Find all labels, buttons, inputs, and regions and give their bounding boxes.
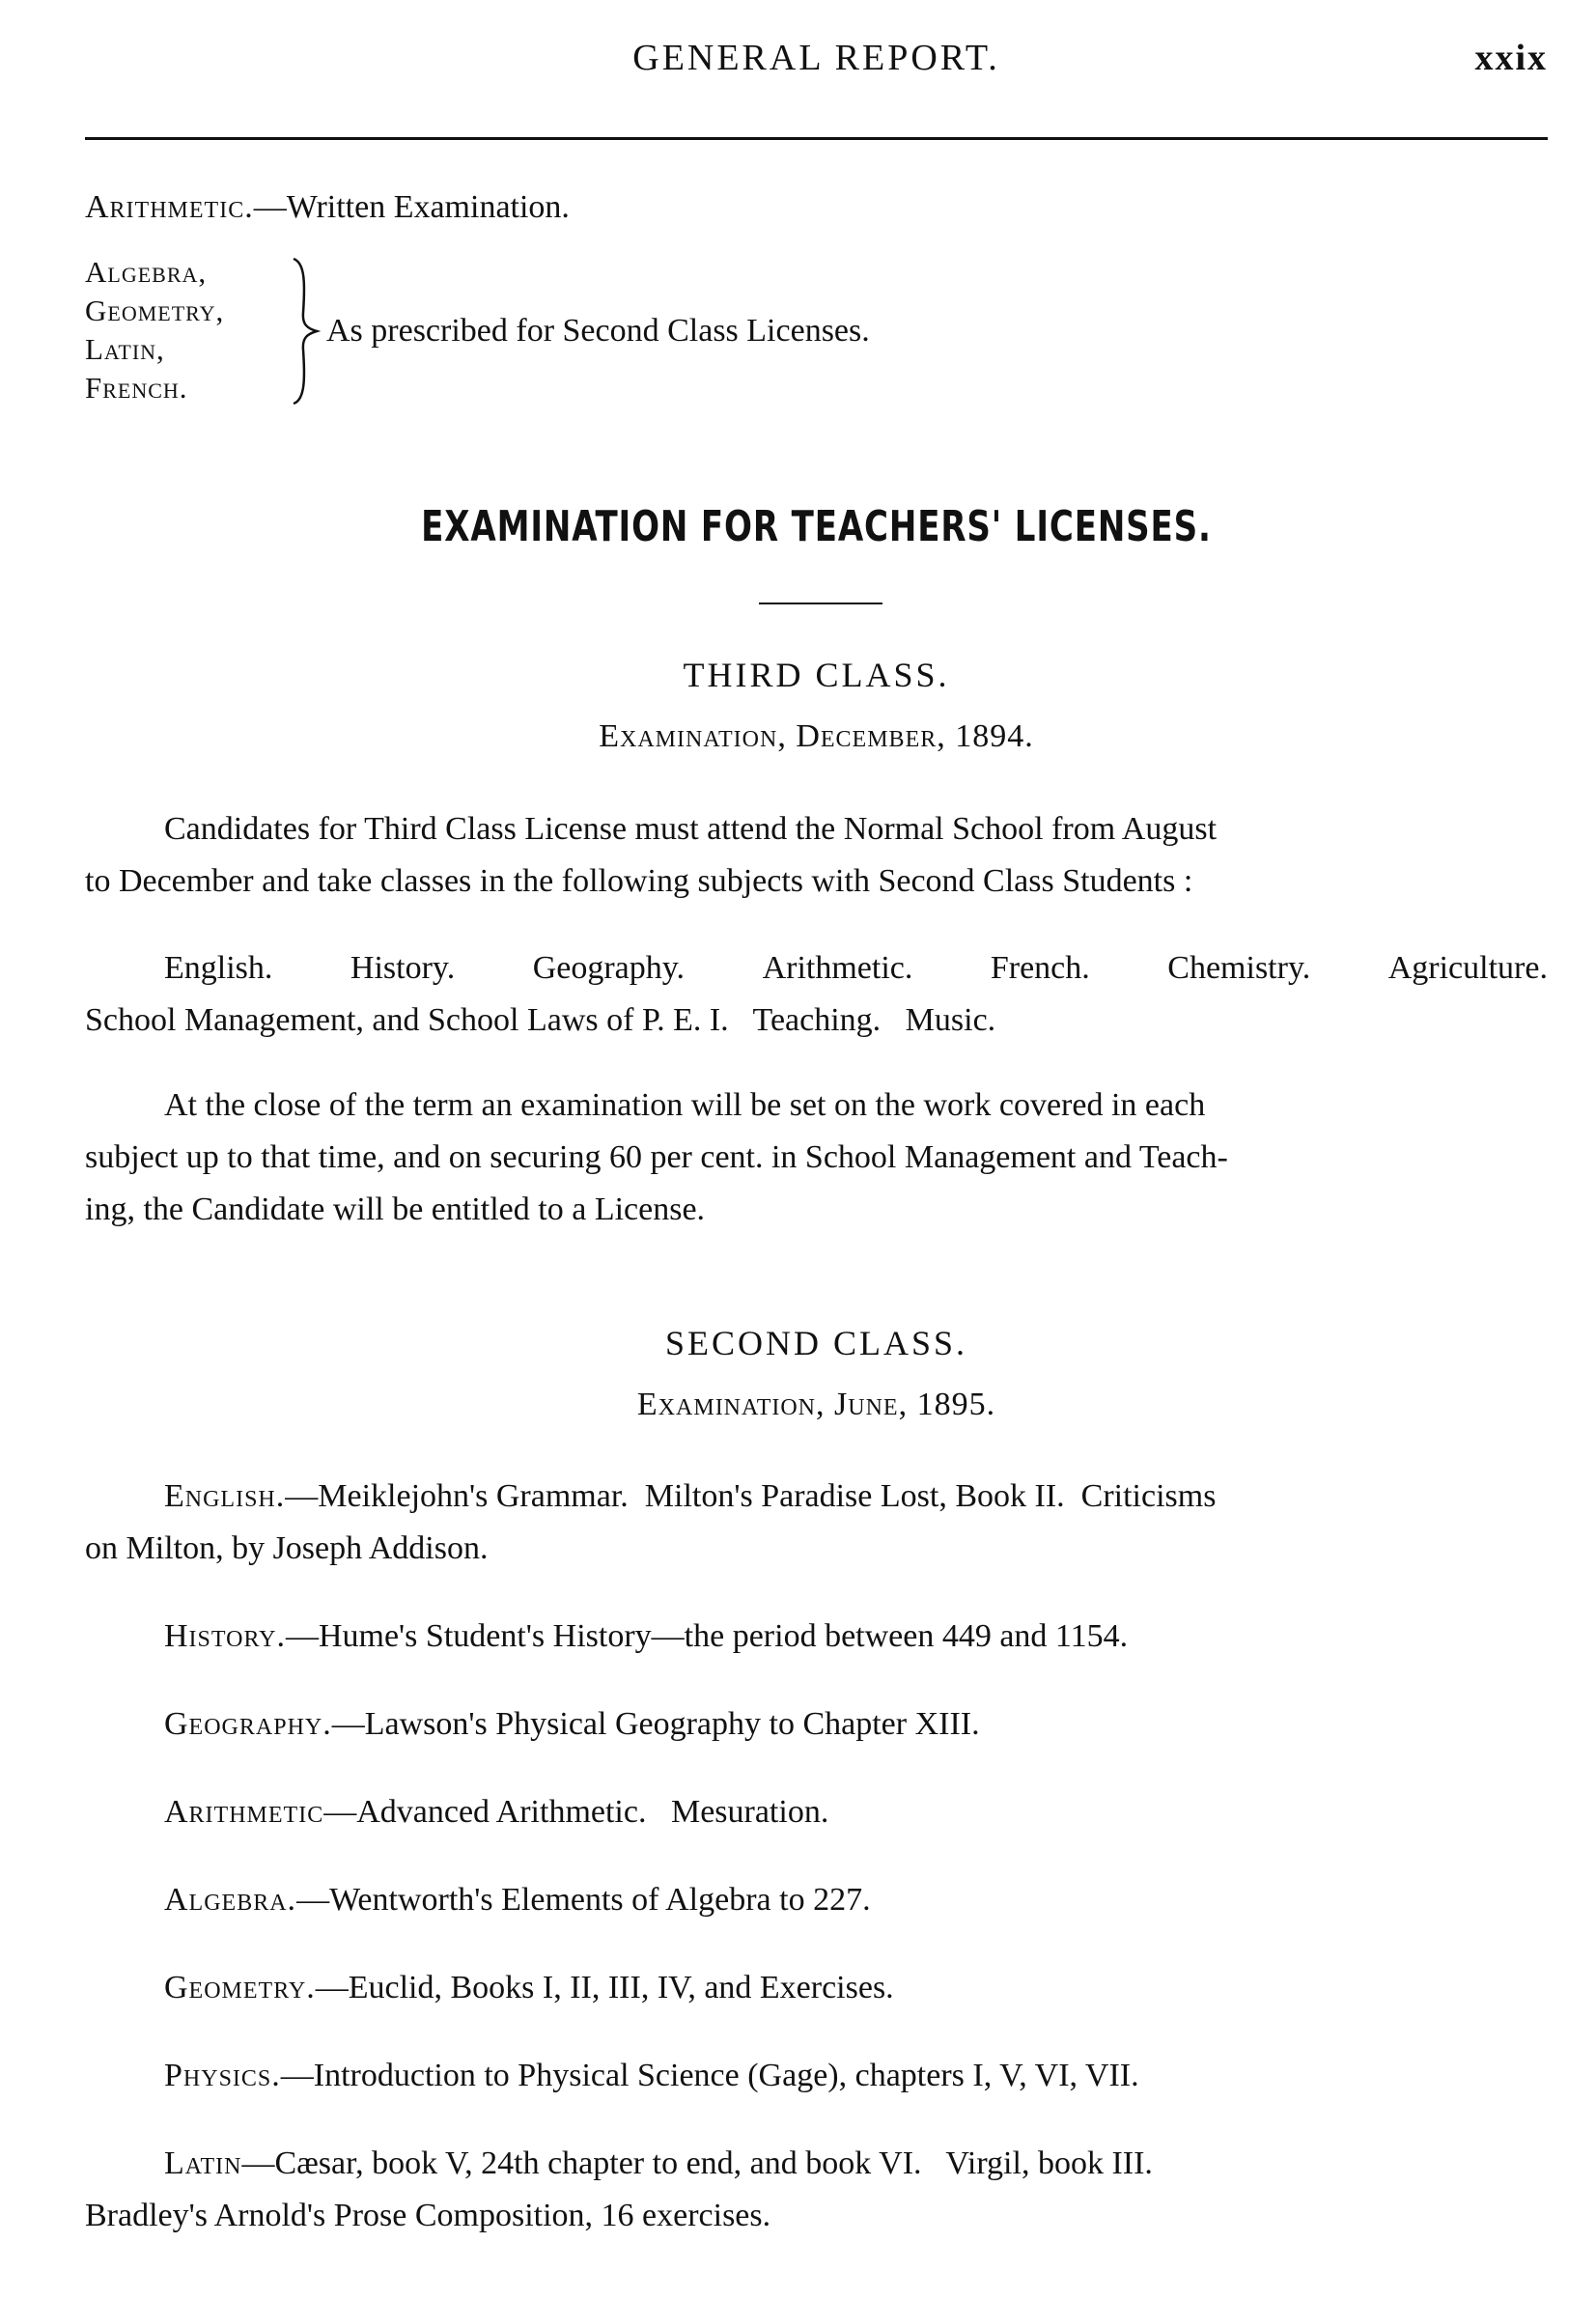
page-number: xxix: [1474, 38, 1548, 78]
bracket-subject-latin: Latin,: [85, 332, 165, 366]
subject-history: History.: [350, 950, 456, 986]
history-text: —Hume's Student's History—the period between 449 and 1154.: [285, 1618, 1129, 1654]
bracket-subject-algebra: Algebra,: [85, 255, 208, 289]
subject-geography: Geography.: [532, 950, 686, 986]
second-class-latin: [85, 2138, 1548, 2242]
bracket-subject-list: [85, 253, 224, 407]
subject-chemistry: Chemistry.: [1167, 950, 1311, 986]
third-class-exam: Examination, December, 1894.: [599, 718, 1034, 754]
para2-line2: subject up to that time, and on securing 60 per cent. in School Management and Teach-: [85, 1139, 1228, 1175]
subject-arithmetic: Arithmetic.: [762, 950, 913, 986]
geometry-text: —Euclid, Books I, II, III, IV, and Exercises.: [315, 1970, 894, 2005]
arithmetic-line: [85, 189, 570, 226]
latin-cont: Bradley's Arnold's Prose Composition, 16 exercises.: [85, 2198, 771, 2233]
arithmetic2-text: —Advanced Arithmetic. Mesuration.: [323, 1794, 829, 1830]
subject-english: English.: [164, 950, 273, 986]
subject-french: French.: [990, 950, 1090, 986]
running-head: [85, 37, 1548, 95]
para1-line1: Candidates for Third Class License must attend the Normal School from August: [164, 811, 1218, 847]
english-label: English.: [164, 1478, 286, 1514]
algebra-label: Algebra.: [164, 1882, 297, 1918]
third-class-para2: [85, 1079, 1548, 1236]
header-rule: [85, 137, 1548, 140]
latin-text: —Cæsar, book V, 24th chapter to end, and book VI. Virgil, book III.: [241, 2145, 1153, 2181]
second-class-english: [85, 1471, 1548, 1575]
second-class-heading: SECOND CLASS.: [664, 1324, 968, 1362]
geography-text: —Lawson's Physical Geography to Chapter XIII.: [331, 1706, 980, 1742]
arithmetic-text: —Written Examination.: [253, 189, 570, 225]
second-class-geometry: [85, 1962, 1548, 2014]
bracketed-subjects: [85, 253, 1548, 417]
second-class-algebra: [85, 1874, 1548, 1926]
para2-line3: ing, the Candidate will be entitled to a License.: [85, 1192, 706, 1227]
running-title: GENERAL REPORT.: [632, 38, 1000, 78]
geography-label: Geography.: [164, 1706, 332, 1742]
bracket-subject-french: French.: [85, 371, 188, 405]
arithmetic-label: Arithmetic.: [85, 189, 254, 225]
bracket-subject-geometry: Geometry,: [85, 294, 225, 327]
english-text: —Meiklejohn's Grammar. Milton's Paradise Lost, Book II. Criticisms: [285, 1478, 1217, 1514]
arithmetic2-label: Arithmetic: [164, 1794, 324, 1830]
second-class-physics: [85, 2050, 1548, 2102]
main-heading: EXAMINATION FOR TEACHERS' LICENSES.: [421, 502, 1212, 551]
subjects-line2: School Management, and School Laws of P. E. I. Teaching. Music.: [85, 1002, 996, 1038]
third-class-subjects: [85, 942, 1548, 1047]
algebra-text: —Wentworth's Elements of Algebra to 227.: [296, 1882, 871, 1918]
physics-label: Physics.: [164, 2058, 281, 2093]
subjects-line1: [85, 942, 1548, 995]
para1-line2: to December and take classes in the following subjects with Second Class Students :: [85, 863, 1193, 899]
right-brace-icon: [288, 255, 326, 407]
subject-agriculture: Agriculture.: [1387, 950, 1548, 986]
english-cont: on Milton, by Joseph Addison.: [85, 1530, 489, 1566]
third-class-heading: THIRD CLASS.: [683, 656, 950, 694]
latin-label: Latin: [164, 2145, 242, 2181]
heading-rule: [759, 603, 882, 604]
second-class-arithmetic: [85, 1786, 1548, 1838]
physics-text: —Introduction to Physical Science (Gage), chapters I, V, VI, VII.: [280, 2058, 1139, 2093]
bracket-text: As prescribed for Second Class Licenses.: [326, 313, 870, 349]
second-class-exam: Examination, June, 1895.: [636, 1387, 996, 1422]
second-class-history: [85, 1611, 1548, 1663]
history-label: History.: [164, 1618, 286, 1654]
second-class-geography: [85, 1698, 1548, 1751]
third-class-para1: [85, 803, 1548, 908]
geometry-label: Geometry.: [164, 1970, 316, 2005]
para2-line1: At the close of the term an examination will be set on the work covered in each: [164, 1087, 1206, 1123]
